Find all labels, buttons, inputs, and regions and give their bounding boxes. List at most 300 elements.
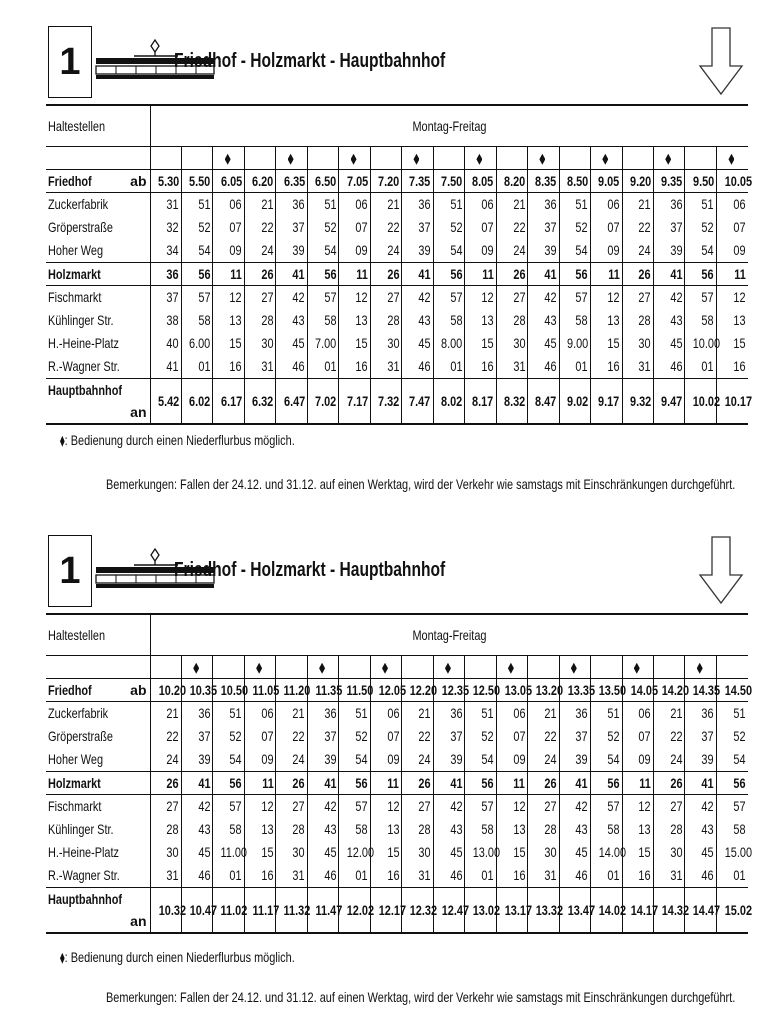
time-cell: 6.02	[181, 379, 212, 425]
time-cell: 11.05	[244, 679, 275, 702]
time-cell: 36	[685, 702, 716, 726]
time-cell: 42	[402, 286, 433, 310]
day-header: Montag-Freitag	[150, 105, 748, 147]
time-cell: 07	[244, 725, 275, 748]
time-cell: 11	[496, 772, 527, 795]
time-cell: 09	[339, 239, 370, 263]
time-cell: 43	[402, 309, 433, 332]
time-cell: 31	[402, 864, 433, 888]
diamond-icon	[697, 663, 703, 674]
time-cell: 11	[339, 263, 370, 286]
time-cell: 11.50	[339, 679, 370, 702]
table-row	[46, 263, 748, 286]
time-cell: 51	[559, 193, 590, 217]
time-cell: 56	[465, 772, 496, 795]
time-cell: 14.20	[654, 679, 685, 702]
time-cell: 56	[307, 263, 338, 286]
time-cell: 52	[591, 725, 622, 748]
time-cell: 39	[685, 748, 716, 772]
time-cell: 11	[370, 772, 401, 795]
time-cell: 15	[244, 841, 275, 864]
timetable-header	[46, 533, 748, 613]
time-cell: 01	[465, 864, 496, 888]
time-cell: 16	[591, 355, 622, 379]
table-row	[46, 841, 748, 864]
time-cell: 54	[559, 239, 590, 263]
time-cell: 26	[150, 772, 181, 795]
time-cell: 14.05	[622, 679, 653, 702]
diamond-icon	[728, 154, 734, 165]
stop-name: Hauptbahnhof an	[46, 379, 150, 425]
time-cell: 27	[528, 795, 559, 819]
time-cell: 56	[213, 772, 244, 795]
time-cell: 58	[213, 818, 244, 841]
time-cell: 57	[339, 795, 370, 819]
time-cell: 22	[150, 725, 181, 748]
time-cell: 58	[716, 818, 748, 841]
stops-header: Haltestellen	[46, 614, 150, 656]
time-cell: 58	[181, 309, 212, 332]
stop-name: Hauptbahnhof an	[46, 888, 150, 934]
time-cell: 41	[654, 263, 685, 286]
time-cell: 10.20	[150, 679, 181, 702]
diamond-icon	[256, 663, 262, 674]
time-cell: 51	[716, 702, 748, 726]
time-cell: 7.20	[370, 170, 401, 193]
time-cell: 22	[654, 725, 685, 748]
table-row	[46, 864, 748, 888]
time-cell: 13	[244, 818, 275, 841]
time-cell: 09	[370, 748, 401, 772]
timetable	[46, 104, 752, 425]
diamond-icon	[571, 663, 577, 674]
table-row	[46, 379, 748, 425]
time-cell: 43	[181, 818, 212, 841]
time-cell: 15.00	[716, 841, 748, 864]
time-cell: 24	[622, 239, 653, 263]
time-cell: 10.02	[685, 379, 716, 425]
time-cell: 09	[496, 748, 527, 772]
time-cell: 06	[496, 702, 527, 726]
time-cell: 15	[370, 841, 401, 864]
diamond-icon	[413, 154, 419, 165]
time-cell: 15.02	[716, 888, 748, 934]
time-cell: 07	[591, 216, 622, 239]
time-cell: 12	[244, 795, 275, 819]
time-cell: 36	[181, 702, 212, 726]
time-cell: 12.02	[339, 888, 370, 934]
time-cell: 51	[685, 193, 716, 217]
time-cell: 14.32	[654, 888, 685, 934]
time-cell: 16	[213, 355, 244, 379]
time-cell: 6.32	[244, 379, 275, 425]
time-cell: 52	[559, 216, 590, 239]
table-row	[46, 725, 748, 748]
time-cell: 57	[465, 795, 496, 819]
time-cell: 16	[465, 355, 496, 379]
diamond-icon	[539, 154, 545, 165]
time-cell: 30	[150, 841, 181, 864]
time-cell: 07	[370, 725, 401, 748]
time-cell: 06	[622, 702, 653, 726]
time-cell: 36	[654, 193, 685, 217]
time-cell: 45	[654, 332, 685, 355]
time-cell: 36	[276, 193, 307, 217]
time-cell: 41	[528, 263, 559, 286]
time-cell: 42	[654, 286, 685, 310]
table-row	[46, 309, 748, 332]
diamond-icon	[288, 154, 294, 165]
time-cell: 13.32	[528, 888, 559, 934]
diamond-icon	[602, 154, 608, 165]
time-cell: 52	[181, 216, 212, 239]
time-cell: 16	[716, 355, 748, 379]
time-cell: 24	[276, 748, 307, 772]
stop-name: H.-Heine-Platz	[46, 841, 150, 864]
time-cell: 27	[150, 795, 181, 819]
time-cell: 30	[402, 841, 433, 864]
table-row	[46, 748, 748, 772]
time-cell: 38	[150, 309, 181, 332]
diamond-icon	[319, 663, 325, 674]
time-cell: 09	[213, 239, 244, 263]
time-cell: 39	[181, 748, 212, 772]
time-cell: 7.02	[307, 379, 338, 425]
time-cell: 30	[244, 332, 275, 355]
time-cell: 42	[433, 795, 464, 819]
time-cell: 41	[685, 772, 716, 795]
time-cell: 10.50	[213, 679, 244, 702]
table-row	[46, 702, 748, 726]
time-cell: 57	[685, 286, 716, 310]
time-cell: 28	[528, 818, 559, 841]
time-cell: 57	[591, 795, 622, 819]
time-cell: 11.20	[276, 679, 307, 702]
time-cell: 39	[307, 748, 338, 772]
time-cell: 09	[591, 239, 622, 263]
time-cell: 26	[622, 263, 653, 286]
time-cell: 30	[276, 841, 307, 864]
time-cell: 8.05	[465, 170, 496, 193]
time-cell: 30	[496, 332, 527, 355]
time-cell: 7.47	[402, 379, 433, 425]
time-cell: 9.47	[654, 379, 685, 425]
time-cell: 41	[559, 772, 590, 795]
time-cell: 45	[276, 332, 307, 355]
time-cell: 13.05	[496, 679, 527, 702]
table-row	[46, 170, 748, 193]
time-cell: 12	[496, 795, 527, 819]
time-cell: 5.50	[181, 170, 212, 193]
time-cell: 24	[150, 748, 181, 772]
time-cell: 56	[591, 772, 622, 795]
time-cell: 11	[213, 263, 244, 286]
line-number-badge: 1	[48, 535, 92, 607]
time-cell: 56	[433, 263, 464, 286]
time-cell: 41	[181, 772, 212, 795]
time-cell: 51	[307, 193, 338, 217]
time-cell: 12	[622, 795, 653, 819]
time-cell: 30	[528, 841, 559, 864]
time-cell: 45	[528, 332, 559, 355]
time-cell: 46	[685, 864, 716, 888]
time-cell: 12.50	[465, 679, 496, 702]
time-cell: 8.32	[496, 379, 527, 425]
time-cell: 9.50	[685, 170, 716, 193]
table-row	[46, 239, 748, 263]
time-cell: 21	[622, 193, 653, 217]
time-cell: 9.02	[559, 379, 590, 425]
time-cell: 39	[402, 239, 433, 263]
time-cell: 22	[622, 216, 653, 239]
time-cell: 57	[716, 795, 748, 819]
time-cell: 12	[339, 286, 370, 310]
time-cell: 56	[181, 263, 212, 286]
time-cell: 39	[528, 239, 559, 263]
table-row	[46, 332, 748, 355]
time-cell: 11	[716, 263, 748, 286]
time-cell: 11.00	[213, 841, 244, 864]
time-cell: 41	[150, 355, 181, 379]
time-cell: 7.05	[339, 170, 370, 193]
stop-name: Gröperstraße	[46, 216, 150, 239]
time-cell: 52	[465, 725, 496, 748]
time-cell: 26	[244, 263, 275, 286]
time-cell: 54	[685, 239, 716, 263]
time-cell: 15	[591, 332, 622, 355]
time-cell: 51	[213, 702, 244, 726]
time-cell: 34	[150, 239, 181, 263]
time-cell: 31	[622, 355, 653, 379]
time-cell: 43	[654, 309, 685, 332]
time-cell: 11.02	[213, 888, 244, 934]
time-cell: 28	[402, 818, 433, 841]
time-cell: 37	[307, 725, 338, 748]
time-cell: 8.20	[496, 170, 527, 193]
time-cell: 45	[559, 841, 590, 864]
stop-name: R.-Wagner Str.	[46, 864, 150, 888]
time-cell: 14.50	[716, 679, 748, 702]
time-cell: 54	[433, 239, 464, 263]
time-cell: 24	[654, 748, 685, 772]
timetable-block-1	[46, 24, 752, 492]
time-cell: 13	[622, 818, 653, 841]
diamond-icon	[382, 663, 388, 674]
time-cell: 01	[685, 355, 716, 379]
time-cell: 26	[402, 772, 433, 795]
route-title: Friedhof - Holzmarkt - Hauptbahnhof	[174, 559, 446, 581]
time-cell: 24	[244, 239, 275, 263]
time-cell: 42	[307, 795, 338, 819]
time-cell: 57	[213, 795, 244, 819]
time-cell: 13.47	[559, 888, 590, 934]
time-cell: 6.00	[181, 332, 212, 355]
time-cell: 7.32	[370, 379, 401, 425]
time-cell: 06	[591, 193, 622, 217]
table-row	[46, 355, 748, 379]
time-cell: 16	[622, 864, 653, 888]
time-cell: 6.50	[307, 170, 338, 193]
time-cell: 21	[528, 702, 559, 726]
time-cell: 36	[150, 263, 181, 286]
time-cell: 12	[213, 286, 244, 310]
time-cell: 27	[244, 286, 275, 310]
time-cell: 14.00	[591, 841, 622, 864]
time-cell: 54	[591, 748, 622, 772]
time-cell: 07	[622, 725, 653, 748]
time-cell: 37	[685, 725, 716, 748]
time-cell: 15	[465, 332, 496, 355]
time-cell: 41	[307, 772, 338, 795]
route-title: Friedhof - Holzmarkt - Hauptbahnhof	[174, 50, 446, 72]
time-cell: 7.17	[339, 379, 370, 425]
time-cell: 22	[370, 216, 401, 239]
down-arrow-icon	[698, 26, 744, 96]
time-cell: 11.17	[244, 888, 275, 934]
lowfloor-note: : Bedienung durch einen Niederflurbus möglich.	[60, 432, 295, 448]
stop-name: Hoher Weg	[46, 748, 150, 772]
diamond-icon	[665, 154, 671, 165]
time-cell: 45	[402, 332, 433, 355]
time-cell: 41	[276, 263, 307, 286]
time-cell: 46	[307, 864, 338, 888]
time-cell: 9.32	[622, 379, 653, 425]
time-cell: 36	[307, 702, 338, 726]
time-cell: 6.47	[276, 379, 307, 425]
time-cell: 54	[716, 748, 748, 772]
time-cell: 46	[559, 864, 590, 888]
time-cell: 01	[591, 864, 622, 888]
time-cell: 41	[433, 772, 464, 795]
time-cell: 45	[307, 841, 338, 864]
time-cell: 31	[150, 864, 181, 888]
stop-name: R.-Wagner Str.	[46, 355, 150, 379]
time-cell: 45	[181, 841, 212, 864]
time-cell: 9.20	[622, 170, 653, 193]
day-header: Montag-Freitag	[150, 614, 748, 656]
time-cell: 8.50	[559, 170, 590, 193]
table-row	[46, 888, 748, 934]
time-cell: 40	[150, 332, 181, 355]
time-cell: 07	[716, 216, 748, 239]
time-cell: 06	[213, 193, 244, 217]
time-cell: 52	[685, 216, 716, 239]
time-cell: 22	[276, 725, 307, 748]
time-cell: 56	[685, 263, 716, 286]
time-cell: 32	[150, 216, 181, 239]
time-cell: 24	[402, 748, 433, 772]
time-cell: 5.42	[150, 379, 181, 425]
time-cell: 26	[496, 263, 527, 286]
time-cell: 13	[496, 818, 527, 841]
time-cell: 42	[685, 795, 716, 819]
time-cell: 52	[307, 216, 338, 239]
time-cell: 01	[559, 355, 590, 379]
time-cell: 07	[496, 725, 527, 748]
time-cell: 22	[244, 216, 275, 239]
time-cell: 45	[433, 841, 464, 864]
time-cell: 7.50	[433, 170, 464, 193]
header-row	[46, 614, 748, 656]
time-cell: 24	[496, 239, 527, 263]
time-cell: 27	[654, 795, 685, 819]
time-cell: 12	[716, 286, 748, 310]
time-cell: 43	[276, 309, 307, 332]
time-cell: 58	[339, 818, 370, 841]
time-cell: 13	[213, 309, 244, 332]
time-cell: 36	[433, 702, 464, 726]
time-cell: 12	[465, 286, 496, 310]
time-cell: 30	[370, 332, 401, 355]
time-cell: 21	[150, 702, 181, 726]
line-number-badge: 1	[48, 26, 92, 98]
diamond-icon	[351, 154, 357, 165]
time-cell: 22	[528, 725, 559, 748]
header-row	[46, 105, 748, 147]
time-cell: 9.35	[654, 170, 685, 193]
time-cell: 6.20	[244, 170, 275, 193]
time-cell: 06	[465, 193, 496, 217]
stop-name: Friedhof ab	[46, 170, 150, 193]
time-cell: 54	[307, 239, 338, 263]
time-cell: 51	[339, 702, 370, 726]
time-cell: 09	[244, 748, 275, 772]
time-cell: 9.05	[591, 170, 622, 193]
time-cell: 39	[654, 239, 685, 263]
time-cell: 6.17	[213, 379, 244, 425]
time-cell: 07	[213, 216, 244, 239]
time-cell: 8.35	[528, 170, 559, 193]
time-cell: 12.20	[402, 679, 433, 702]
time-cell: 57	[433, 286, 464, 310]
time-cell: 37	[528, 216, 559, 239]
time-cell: 56	[339, 772, 370, 795]
time-cell: 36	[528, 193, 559, 217]
time-cell: 31	[276, 864, 307, 888]
time-cell: 37	[181, 725, 212, 748]
stop-name: H.-Heine-Platz	[46, 332, 150, 355]
time-cell: 58	[559, 309, 590, 332]
time-cell: 37	[654, 216, 685, 239]
time-cell: 5.30	[150, 170, 181, 193]
stop-name: Friedhof ab	[46, 679, 150, 702]
time-cell: 27	[276, 795, 307, 819]
time-cell: 43	[685, 818, 716, 841]
time-cell: 11	[591, 263, 622, 286]
time-cell: 10.47	[181, 888, 212, 934]
time-cell: 8.17	[465, 379, 496, 425]
table-row	[46, 286, 748, 310]
down-arrow-icon	[698, 535, 744, 605]
diamond-icon	[445, 663, 451, 674]
time-cell: 06	[244, 702, 275, 726]
time-cell: 54	[465, 748, 496, 772]
table-row	[46, 216, 748, 239]
timetable-header	[46, 24, 748, 104]
time-cell: 12	[370, 795, 401, 819]
time-cell: 06	[716, 193, 748, 217]
time-cell: 31	[370, 355, 401, 379]
time-cell: 15	[339, 332, 370, 355]
time-cell: 51	[181, 193, 212, 217]
time-cell: 13.02	[465, 888, 496, 934]
time-cell: 8.02	[433, 379, 464, 425]
time-cell: 58	[465, 818, 496, 841]
stop-name: Kühlinger Str.	[46, 309, 150, 332]
time-cell: 13	[339, 309, 370, 332]
time-cell: 16	[496, 864, 527, 888]
time-cell: 52	[339, 725, 370, 748]
